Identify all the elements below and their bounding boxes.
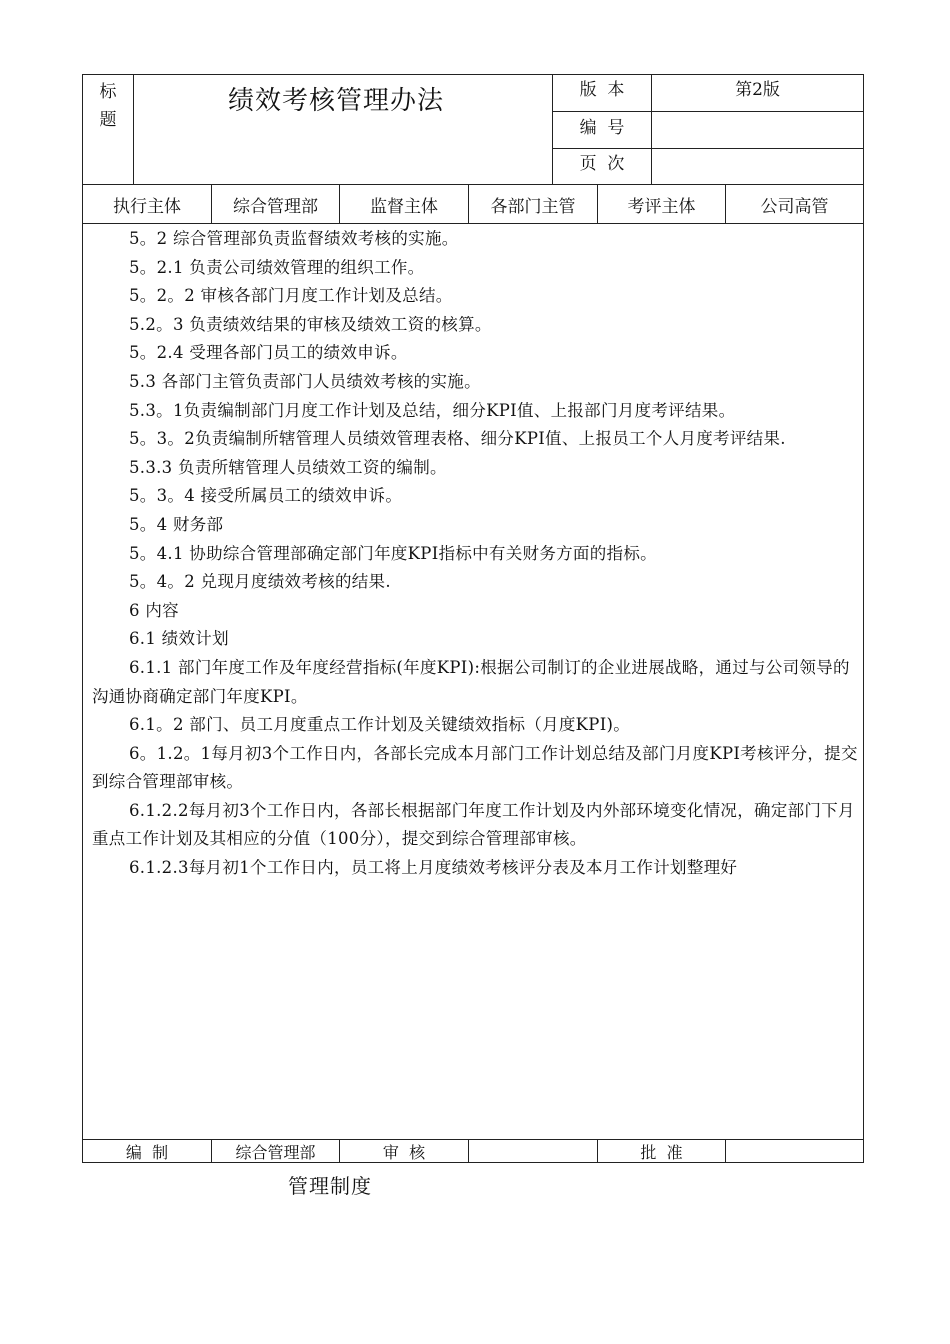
divider bbox=[82, 223, 864, 224]
paragraph: 5。4。2 兑现月度绩效考核的结果. bbox=[129, 572, 391, 592]
document-body bbox=[92, 225, 858, 883]
paragraph: 6.1.2.3每月初1个工作日内，员工将上月度绩效考核评分表及本月工作计划整理好 bbox=[129, 858, 738, 878]
paragraph: 5。3。2负责编制所辖管理人员绩效管理表格、细分KPI值、上报员工个人月度考评结果. bbox=[129, 429, 786, 449]
paragraph: 6.1.2.2每月初3个工作日内，各部长根据部门年度工作计划及内外部环境变化情况，确定部门下月重点工作计划及其相应的分值（100分），提交到综合管理部审核。 bbox=[92, 800, 855, 849]
paragraph: 5。2 综合管理部负责监督绩效考核的实施。 bbox=[129, 229, 459, 248]
paragraph: 6.1。2 部门、员工月度重点工作计划及关键绩效指标（月度KPI)。 bbox=[129, 715, 631, 735]
divider bbox=[133, 74, 134, 184]
evaluate-subject-label: 考评主体 bbox=[627, 196, 696, 217]
paragraph: 6.1.1 部门年度工作及年度经营指标(年度KPI):根据公司制订的企业进展战略，通过与公司领导的沟通协商确定部门年度KPI。 bbox=[92, 657, 850, 706]
paragraph: 5.3。1负责编制部门月度工作计划及总结，细分KPI值、上报部门月度考评结果。 bbox=[129, 400, 736, 420]
approve-label: 批 准 bbox=[640, 1143, 683, 1162]
paragraph: 5。2.1 负责公司绩效管理的组织工作。 bbox=[129, 257, 425, 277]
title-label: 标 题 bbox=[99, 82, 117, 130]
paragraph: 5.3 各部门主管负责部门人员绩效考核的实施。 bbox=[129, 371, 481, 391]
review-value bbox=[469, 1140, 597, 1163]
compile-value: 综合管理部 bbox=[235, 1143, 316, 1162]
compile-label: 编 制 bbox=[125, 1143, 169, 1162]
exec-subject-value: 综合管理部 bbox=[233, 196, 318, 217]
paragraph: 5.3.3 负责所辖管理人员绩效工资的编制。 bbox=[129, 457, 447, 477]
paragraph: 6 内容 bbox=[129, 600, 179, 620]
divider bbox=[552, 111, 864, 112]
exec-subject-label: 执行主体 bbox=[113, 196, 181, 217]
paragraph: 5。2。2 审核各部门月度工作计划及总结。 bbox=[129, 286, 453, 306]
paragraph: 5。3。4 接受所属员工的绩效申诉。 bbox=[129, 486, 403, 506]
paragraph: 6。1.2。1每月初3个工作日内，各部长完成本月部门工作计划总结及部门月度KPI考核评分，提交到综合管理部审核。 bbox=[92, 743, 858, 792]
document-title: 绩效考核管理办法 bbox=[228, 86, 445, 116]
paragraph: 5。4 财务部 bbox=[129, 514, 224, 534]
approve-value bbox=[726, 1140, 863, 1163]
paragraph: 5。4.1 协助综合管理部确定部门年度KPI指标中有关财务方面的指标。 bbox=[129, 543, 657, 563]
page-label: 页 次 bbox=[579, 154, 625, 174]
evaluate-subject-value: 公司高管 bbox=[760, 196, 829, 217]
paragraph: 6.1 绩效计划 bbox=[129, 629, 229, 649]
paragraph: 5.2。3 负责绩效结果的审核及绩效工资的核算。 bbox=[129, 314, 492, 334]
version-value: 第2版 bbox=[735, 80, 780, 100]
number-label: 编 号 bbox=[579, 118, 625, 138]
supervise-subject-value: 各部门主管 bbox=[490, 196, 576, 217]
review-label: 审 核 bbox=[382, 1143, 426, 1162]
page-caption: 管理制度 bbox=[288, 1174, 372, 1198]
version-label: 版 本 bbox=[579, 80, 625, 100]
paragraph: 5。2.4 受理各部门员工的绩效申诉。 bbox=[129, 343, 408, 363]
supervise-subject-label: 监督主体 bbox=[370, 196, 438, 217]
